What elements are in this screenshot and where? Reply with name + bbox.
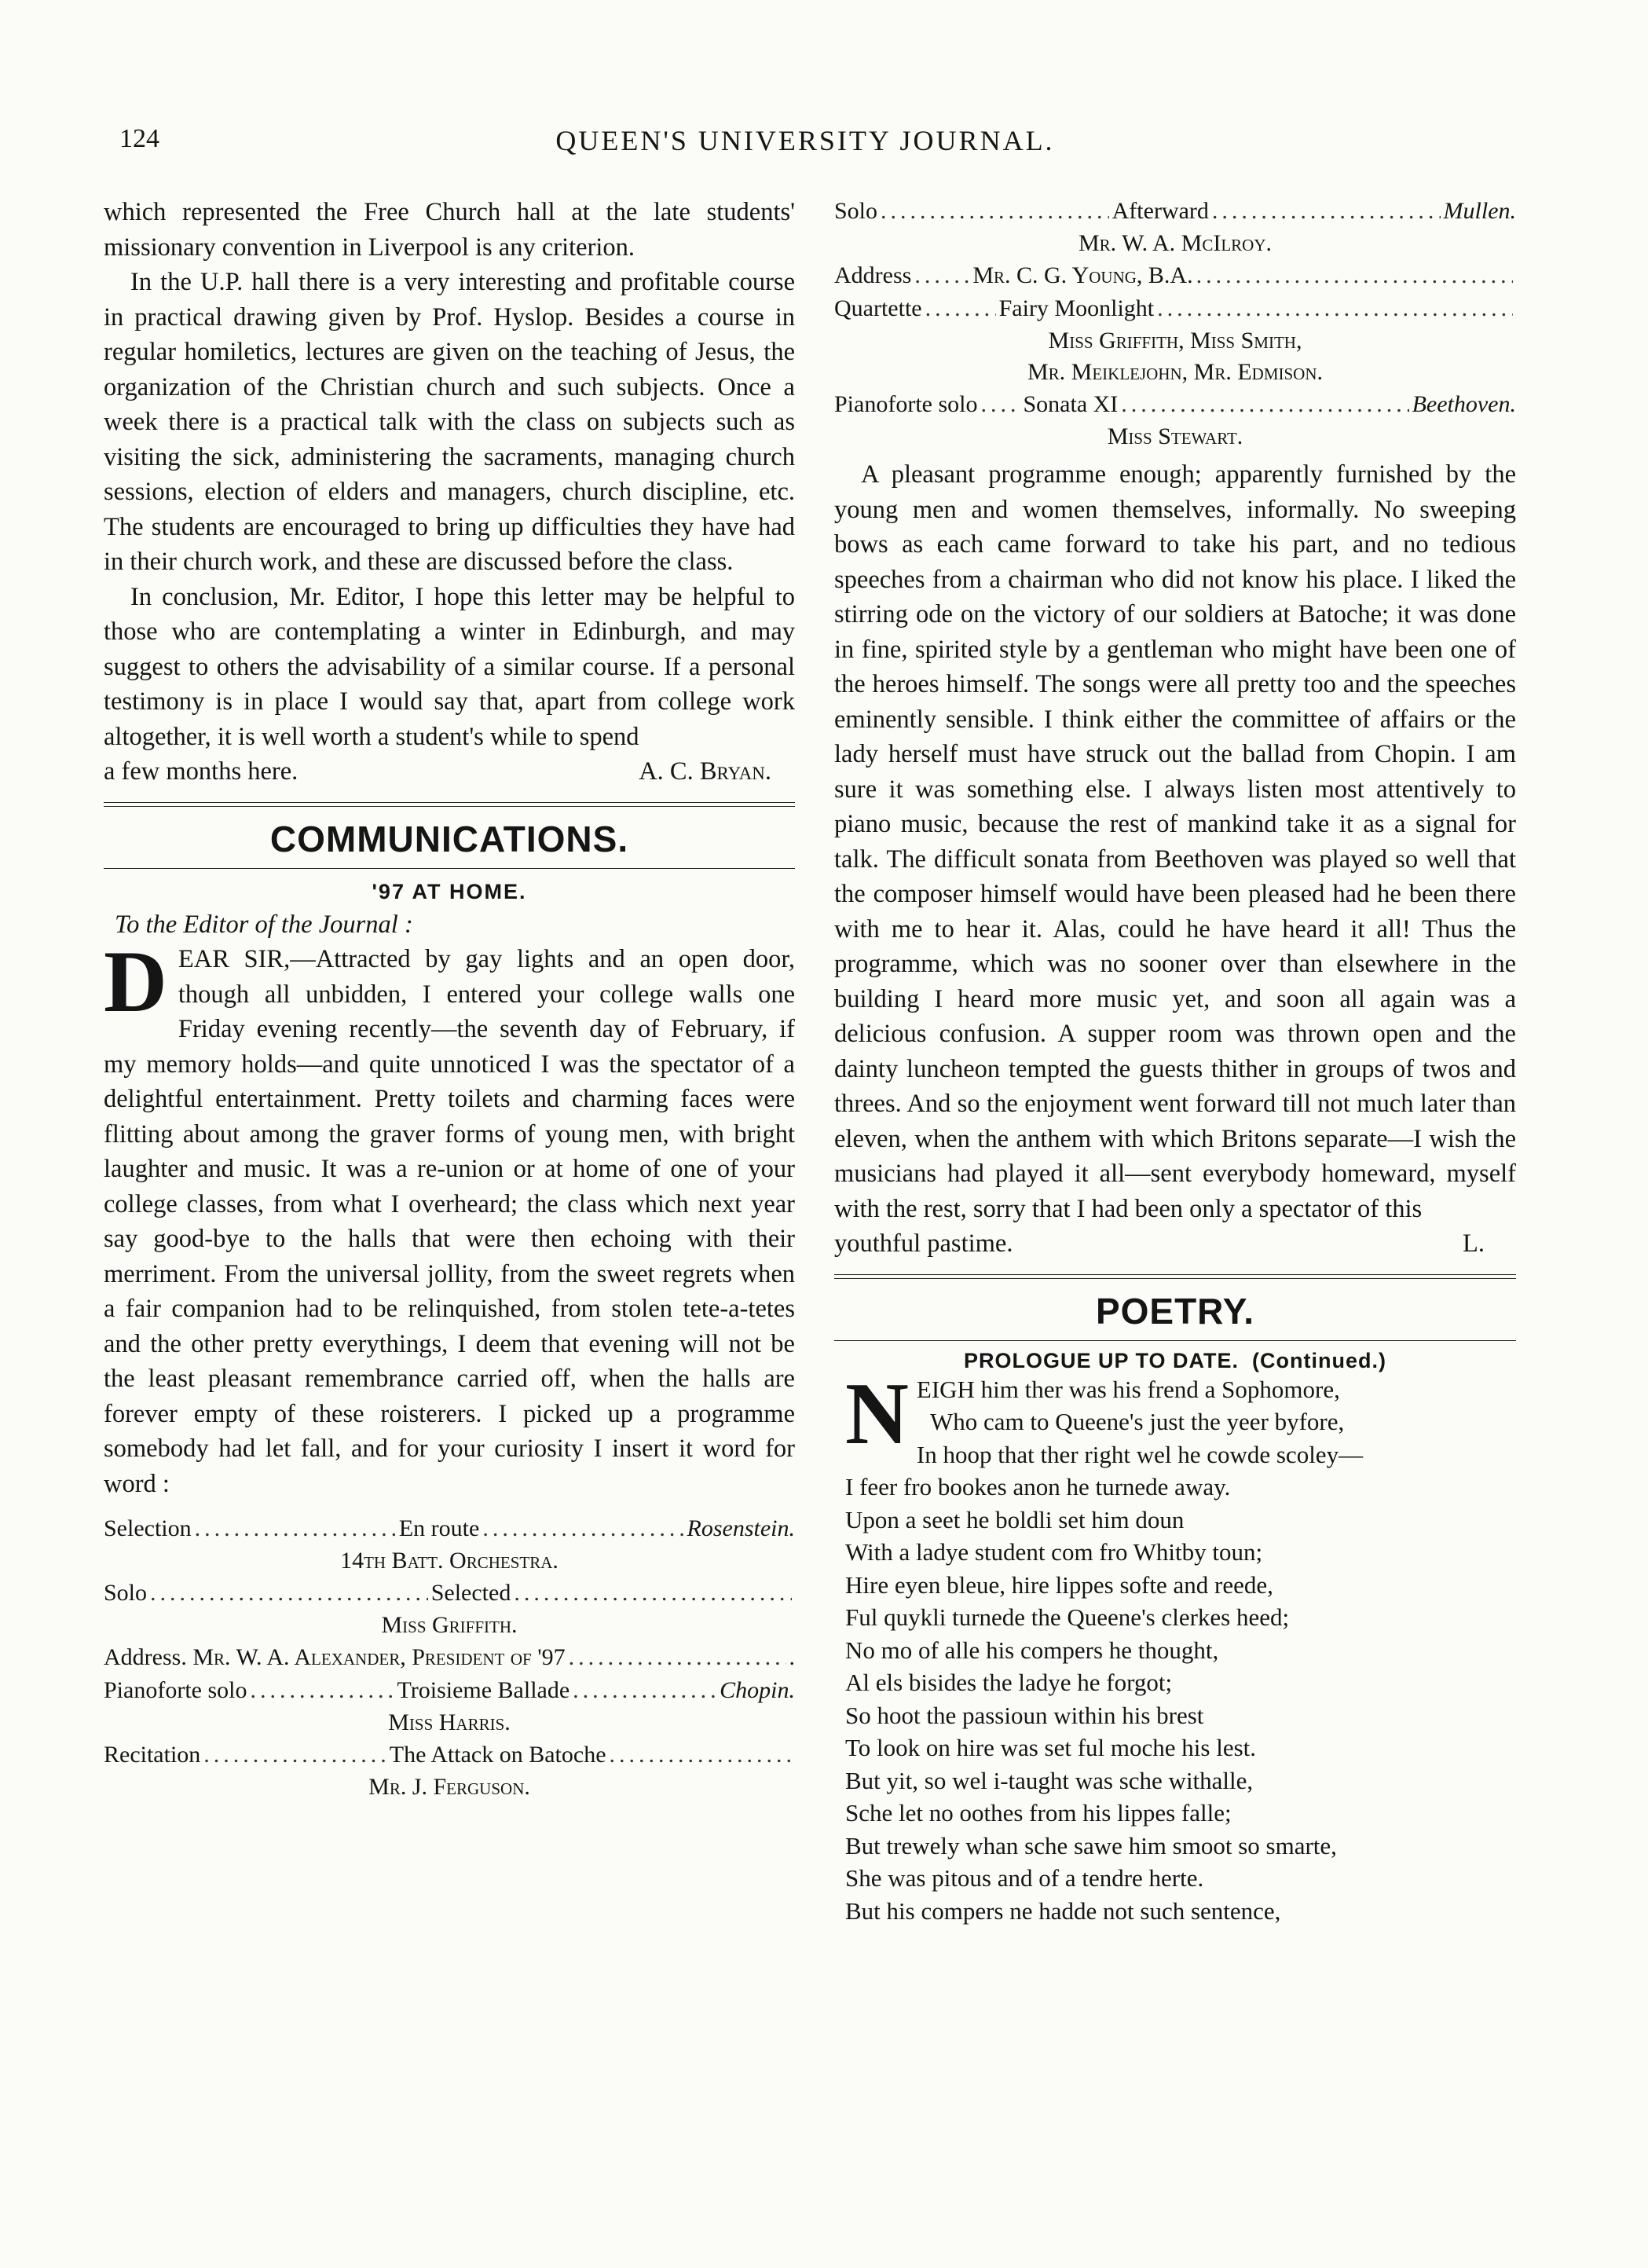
programme-list — [104, 1512, 795, 1803]
communications-heading: COMMUNICATIONS. — [269, 818, 629, 859]
journal-title: QUEEN'S UNIVERSITY JOURNAL. — [555, 125, 1055, 156]
programme-performer: Miss Harris. — [388, 1709, 511, 1735]
poem-line: Sche let no oothes from his lippes falle; — [845, 1799, 1232, 1826]
programme-item: Solo ..... Afterward ..... Mullen. — [834, 195, 1516, 228]
programme-performer: Miss Griffith, Miss Smith, — [1048, 328, 1302, 354]
poem-line: To look on hire was set ful moche his lest. — [845, 1734, 1257, 1761]
section-rule — [834, 1274, 1516, 1279]
letter-closing — [104, 754, 795, 790]
poem-line: In hoop that ther right wel he cowde scoley— — [916, 1440, 1364, 1468]
review-signature: L. — [1463, 1229, 1485, 1258]
programme-performer: Mr. Meiklejohn, Mr. Edmison. — [1027, 359, 1323, 385]
programme-performer: Miss Stewart. — [1107, 423, 1243, 449]
review-closing — [834, 1226, 1516, 1262]
letter-paragraph: which represented the Free Church hall at the late students' missionary convention in Liverpool is any criterion. — [104, 198, 795, 262]
programme-item: Quartette ..... Fairy Moonlight ..... — [834, 292, 1516, 325]
poem-line: Hire eyen bleue, hire lippes softe and reede, — [845, 1570, 1273, 1599]
poem-line: I feer fro bookes anon he turnede away. — [845, 1473, 1231, 1500]
poetry-heading: POETRY. — [1095, 1290, 1255, 1332]
page-header — [102, 124, 1508, 171]
poem-line: Upon a seet he boldli set him doun — [845, 1505, 1185, 1533]
section-rule — [104, 802, 795, 807]
letter-signature: A. C. Bryan. — [639, 757, 771, 786]
programme-item: Solo ..... Selected ..... — [104, 1577, 795, 1610]
poem-line: So hoot the passioun within his brest — [845, 1701, 1204, 1729]
programme-list — [834, 195, 1516, 453]
poem-line: Ful quykli turnede the Queene's clerkes heed; — [845, 1603, 1290, 1631]
divider — [104, 868, 795, 869]
poem-line: But yit, so wel i-taught was sche withalle, — [845, 1766, 1254, 1794]
drop-cap: D — [104, 933, 167, 1031]
divider — [834, 1340, 1516, 1341]
poem-line: But trewely whan sche sawe him smoot so smarte, — [845, 1831, 1337, 1859]
page-number: 124 — [119, 124, 159, 153]
poem-line: EIGH him ther was his frend a Sophomore, — [916, 1375, 1340, 1403]
programme-item: Recitation ..... The Attack on Batoche ..... — [104, 1739, 795, 1772]
article-title: '97 AT HOME. — [372, 879, 527, 903]
programme-item: Selection ..... En route ..... Rosenstein. — [104, 1512, 795, 1545]
letter-paragraph: In the U.P. hall there is a very interesting and profitable course in practical drawing given by Prof. Hyslop. Besides a course in regular homiletics, lectures are given on the teaching of Jesus, the organization of the Christian church and such subjects. Once a week there is a practical talk with the class on subjects such as visiting the sick, administering the sacraments, managing church sessions, election of elders and managers, church discipline, etc. The students are encouraged to bring up difficulties they have had in their church work, and these are discussed before the class. — [104, 268, 795, 576]
poem — [845, 1365, 1516, 1928]
programme-performer: Mr. J. Ferguson. — [368, 1774, 530, 1800]
poem-line: Who cam to Queene's just the yeer byfore, — [930, 1408, 1345, 1435]
letter-last-line: a few months here. — [104, 757, 298, 786]
poem-note: (Continued.) — [1252, 1348, 1387, 1372]
left-column — [104, 195, 795, 1803]
programme-item: Address ..... Mr. C. G. Young, B.A. ..... — [834, 259, 1516, 292]
letter-paragraph: In conclusion, Mr. Editor, I hope this letter may be helpful to those who are contemplating a winter in Edinburgh, and may suggest to others the advisability of a similar course. If a personal testimony is in place I would say that, apart from college work altogether, it is well worth a student's while to spend — [104, 582, 795, 751]
poem-line: Al els bisides the ladye he forgot; — [845, 1669, 1173, 1696]
programme-performer: Mr. W. A. McIlroy. — [1078, 230, 1273, 256]
programme-item: Address. Mr. W. A. Alexander, President of '97 ..... . — [104, 1641, 795, 1674]
programme-performer: Miss Griffith. — [381, 1612, 518, 1638]
article-body: DEAR SIR,—Attracted by gay lights and an open door, though all unbidden, I entered your college walls one Friday evening recently—the seventh day of February, if my memory holds—and quite unnoticed I was the spectator of a delightful entertainment. Pretty toilets and charming faces were flitting about among the graver forms of young men, with bright laughter and music. It was a re-union or at home of one of your college classes, from what I overheard; the class which next year say good-bye to the halls that were then echoing with their merriment. From the universal jollity, from the sweet regrets when a fair companion had to be relinquished, from stolen tete-a-tetes and the other pretty everythings, I deem that evening will not be the least pleasant remembrance carried off, when the halls are forever empty of these roisterers. I picked up a programme somebody had let fall, and for your curiosity I insert it word for word : — [104, 933, 795, 1498]
poem-line: She was pitous and of a tendre herte. — [845, 1864, 1204, 1892]
poem-drop-cap: N — [845, 1365, 909, 1463]
poem-title: PROLOGUE UP TO DATE. (Continued.) — [963, 1348, 1387, 1372]
programme-item: Pianoforte solo ..... Troisieme Ballade ..... Chopin. — [104, 1674, 795, 1707]
review-last-line: youthful pastime. — [834, 1229, 1013, 1258]
poem-line: But his compers ne hadde not such sentence, — [845, 1896, 1281, 1925]
poem-line: No mo of alle his compers he thought, — [845, 1636, 1219, 1664]
salutation: To the Editor of the Journal : — [115, 910, 413, 939]
poem-line: With a ladye student com fro Whitby toun; — [845, 1538, 1263, 1566]
programme-performer: 14th Batt. Orchestra. — [340, 1548, 558, 1574]
right-column — [834, 195, 1516, 1927]
review-body: A pleasant programme enough; apparently furnished by the young men and women themselves, informally. No sweeping bows as each came forward to take his part, and no tedious speeches from a chairman who did not know his place. I liked the stirring ode on the victory of our soldiers at Batoche; it was done in fine, spirited style by a gentleman who might have been one of the heroes himself. The songs were all pretty too and the speeches eminently sensible. I think either the committee of affairs or the lady herself must have struck out the ballad from Chopin. I am sure it was something else. I always listen most attentively to piano music, because the rest of mankind take it as a signal for talk. The difficult sonata from Beethoven was played so well that the composer himself would have been pleased had he been there with me to hear it. Alas, could he have heard it all! Thus the programme, which was no sooner over than elsewhere in the building I heard more music yet, and soon all again was a delicious confusion. A supper room was thrown open and the dainty luncheon tempted the guests thither in groups of twos and threes. And so the enjoyment went forward till not much later than eleven, when the anthem with which Britons separate—I wish the musicians had played it all—sent everybody homeward, myself with the rest, sorry that I had been only a spectator of this — [834, 460, 1516, 1223]
programme-item: Pianoforte solo ..... Sonata XI ..... Beethoven. — [834, 388, 1516, 421]
